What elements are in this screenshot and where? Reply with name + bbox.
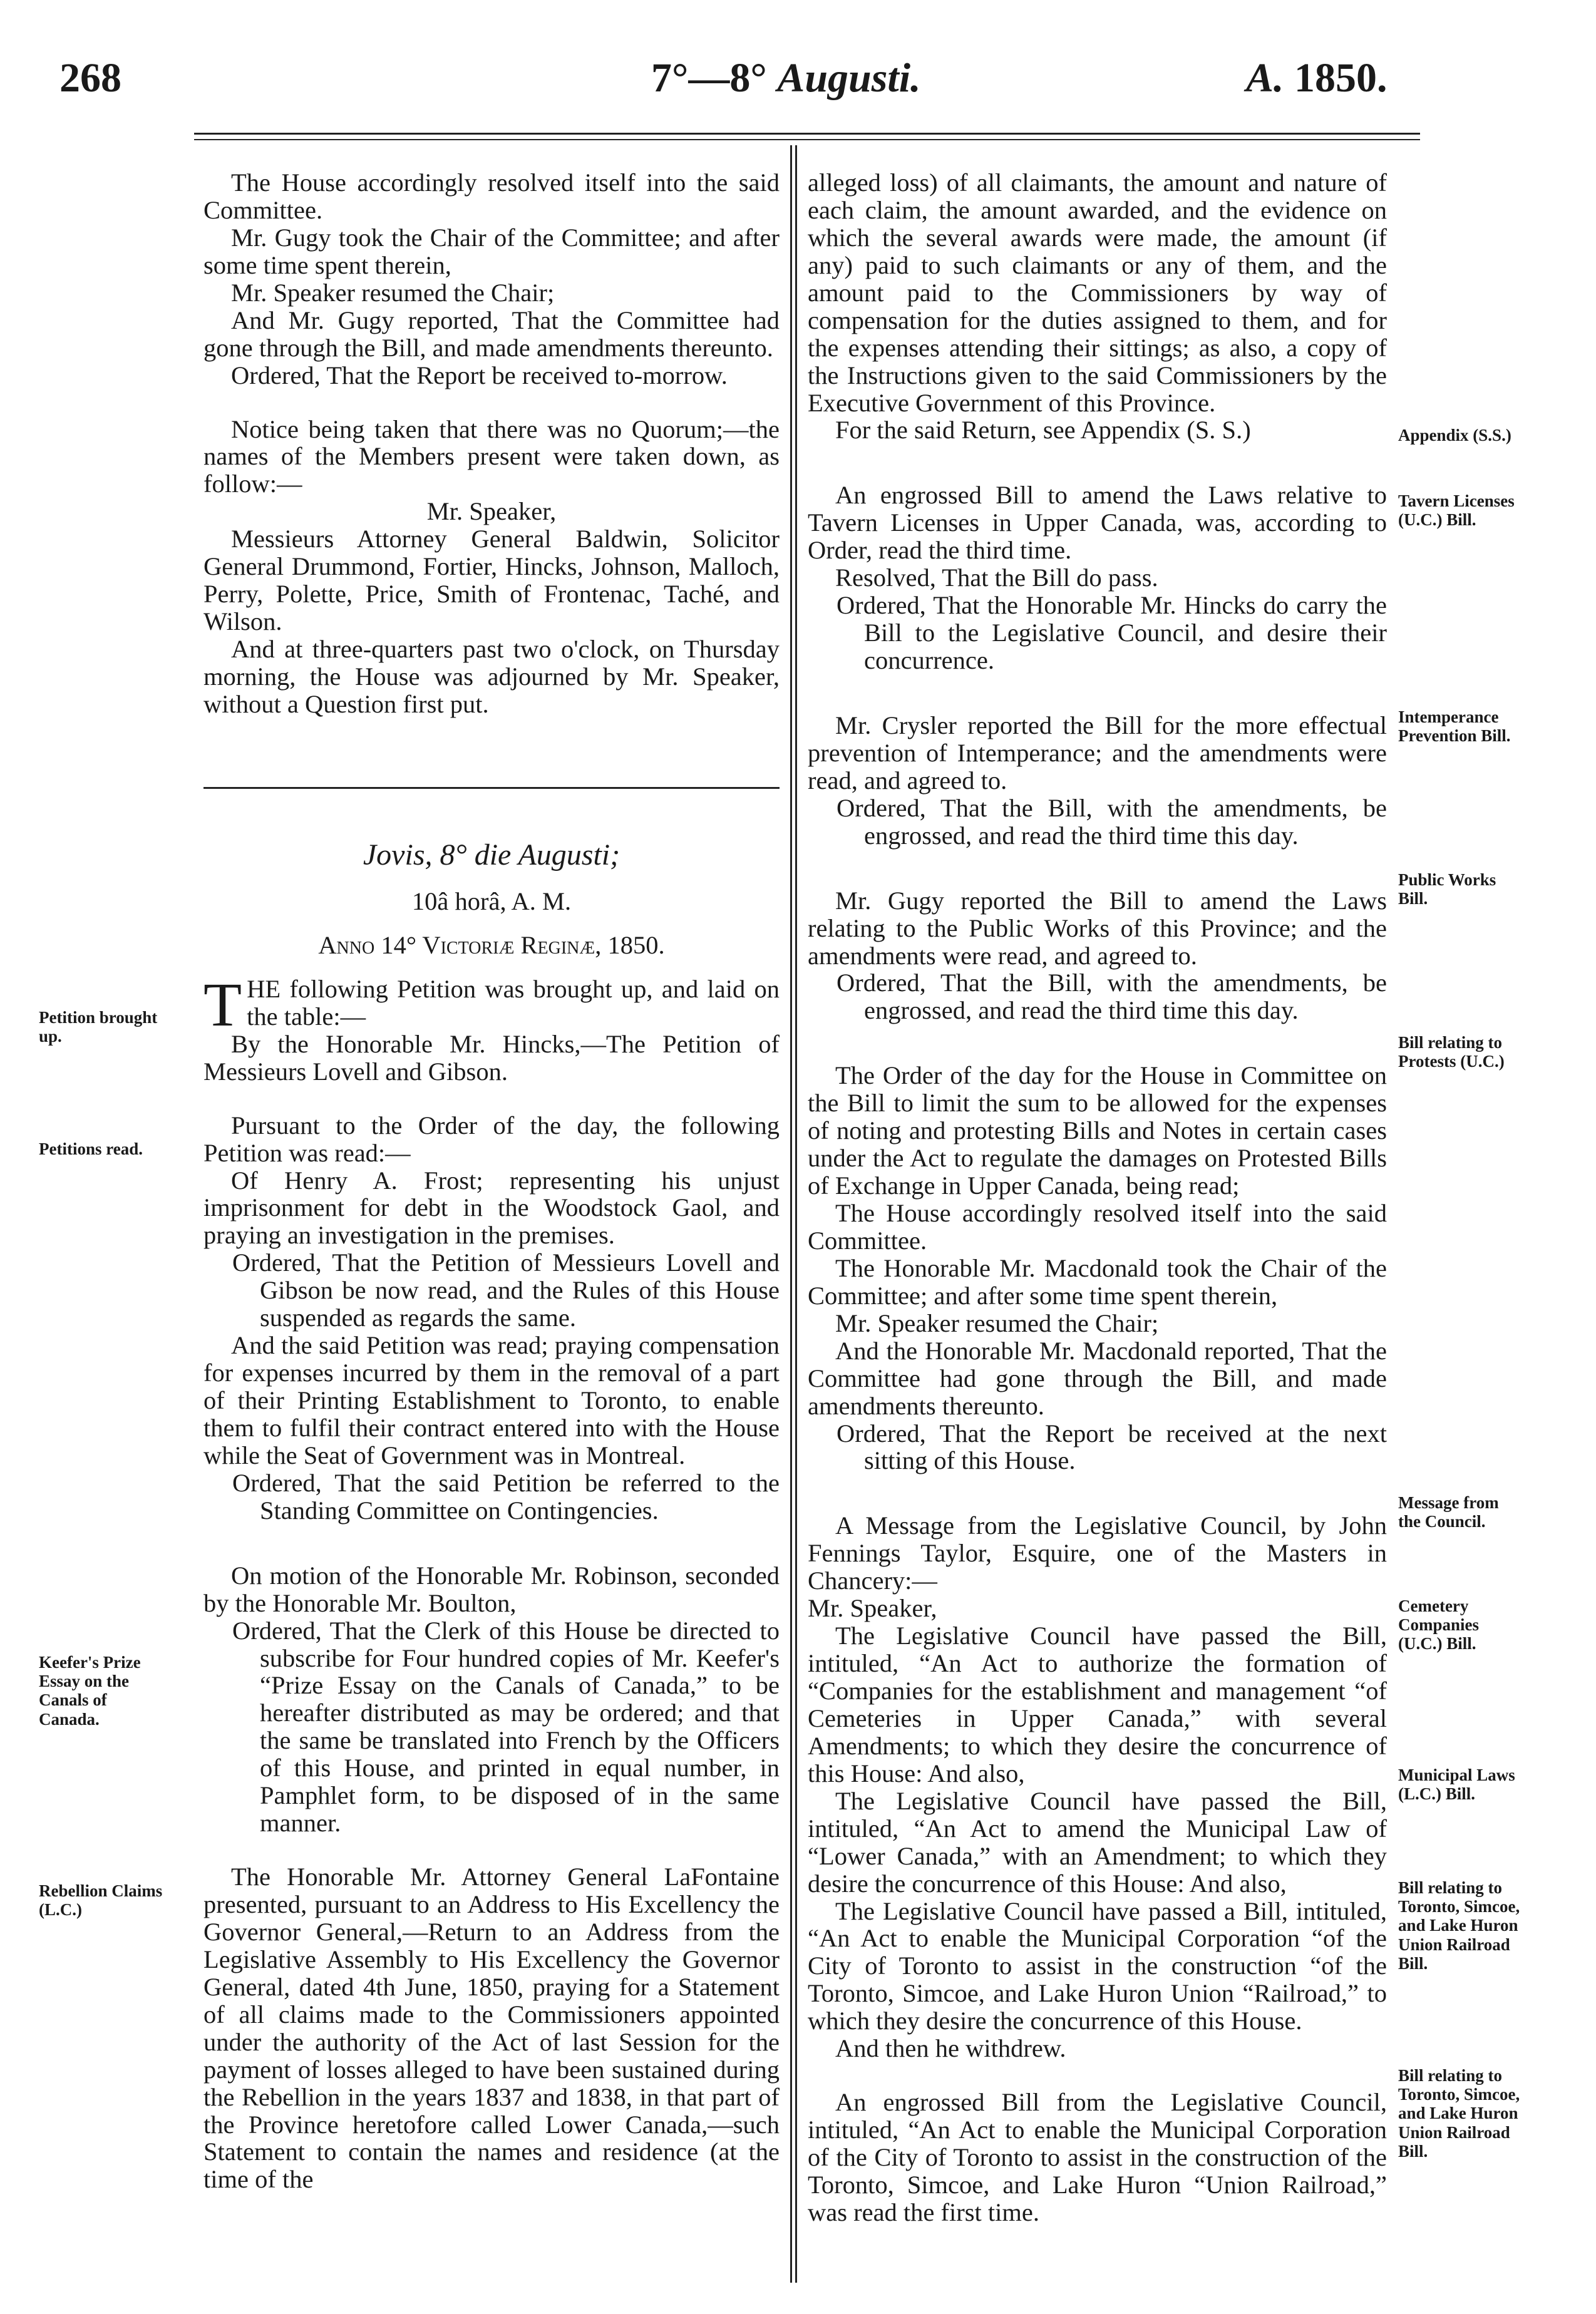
paragraph: Ordered, That the Bill, with the amendments, be engrossed, and read the third time this day. bbox=[837, 793, 1387, 850]
paragraph: Mr. Gugy reported the Bill to amend the Laws relating to the Public Works of this Province; and the amendments were read, and agreed to. bbox=[808, 886, 1387, 970]
paragraph: The Legislative Council have passed the Bill, intituled, “An Act to amend the Municipal Law of “Lower Canada,” with an Amendment; to which they desire the concurrence of this House: And also, bbox=[808, 1786, 1387, 1898]
margin-note: Intemperance Prevention Bill. bbox=[1398, 707, 1511, 746]
paragraph: Notice being taken that there was no Quorum;—the names of the Members present were taken down, as follow:— bbox=[203, 414, 780, 498]
paragraph bbox=[203, 969, 780, 1039]
paragraph: Ordered, That the Honorable Mr. Hincks do carry the Bill to the Legislative Council, and desire their concurrence. bbox=[837, 591, 1387, 674]
paragraph: The Honorable Mr. Attorney General LaFontaine presented, pursuant to an Address to His Excellency the Governor General,—Return to an Address from the Legislative Assembly to His Excellency the Governor General, dated 4th June, 1850, praying for a Statement of all claims made to the Commissioners appointed under the authority of the Act of last Session for the payment of losses alleged to have been sustained during the Rebellion in the years 1837 and 1838, in that part of the Province heretofore called Lower Canada,—such Statement to contain the names and residence (at the time of the bbox=[203, 1863, 780, 2194]
margin-note: Bill relating to Toronto, Simcoe, and Lake Huron Union Railroad Bill. bbox=[1398, 1878, 1520, 1973]
paragraph-text: HE following Petition was brought up, and laid on the table:— bbox=[247, 974, 780, 1031]
margin-note: Bill relating to Protests (U.C.) bbox=[1398, 1033, 1505, 1071]
paragraph: And the Honorable Mr. Macdonald reported, That the Committee had gone through the Bill, and made amendments thereunto. bbox=[808, 1336, 1387, 1420]
paragraph: The Honorable Mr. Macdonald took the Chair of the Committee; and after some time spent therein, bbox=[808, 1253, 1387, 1310]
paragraph: Ordered, That the Report be received to-morrow. bbox=[231, 361, 728, 389]
section-rule bbox=[203, 787, 780, 789]
paragraph: Mr. Speaker resumed the Chair; bbox=[835, 1309, 1159, 1337]
margin-note: Petitions read. bbox=[39, 1139, 143, 1158]
paragraph: And Mr. Gugy reported, That the Committee had gone through the Bill, and made amendments thereunto. bbox=[203, 306, 780, 362]
margin-note: Petition brought up. bbox=[39, 1008, 158, 1046]
paragraph: Ordered, That the Bill, with the amendments, be engrossed, and read the third time this day. bbox=[837, 969, 1387, 1025]
page-date-heading bbox=[651, 55, 921, 101]
paragraph: Mr. Gugy took the Chair of the Committee; and after some time spent therein, bbox=[203, 223, 780, 279]
paragraph: Ordered, That the said Petition be referred to the Standing Committee on Contingencies. bbox=[232, 1468, 780, 1525]
date-prefix: 7°—8° bbox=[651, 55, 767, 101]
paragraph: On motion of the Honorable Mr. Robinson, seconded by the Honorable Mr. Boulton, bbox=[203, 1561, 780, 1617]
margin-note: Tavern Licenses (U.C.) Bill. bbox=[1398, 491, 1515, 530]
page-number: 268 bbox=[59, 55, 121, 101]
right-column bbox=[808, 169, 1387, 2226]
paragraph: An engrossed Bill from the Legislative Council, intituled, “An Act to enable the Municipal Corporation of the City of Toronto to assist in the construction of the Toronto, Simcoe, and Lake Huron “Union Railroad,” was read the first time. bbox=[808, 2088, 1387, 2226]
margin-note: Cemetery Companies (U.C.) Bill. bbox=[1398, 1597, 1480, 1653]
day-heading: Jovis, 8° die Augusti; bbox=[363, 838, 620, 872]
date-word: Augusti. bbox=[777, 55, 921, 101]
paragraph: For the said Return, see Appendix (S. S.) bbox=[835, 416, 1251, 445]
header-rule-top bbox=[194, 133, 1420, 135]
paragraph: Of Henry A. Frost; representing his unjust imprisonment for debt in the Woodstock Gaol, and praying an investigation in the premises. bbox=[203, 1166, 780, 1250]
paragraph: Pursuant to the Order of the day, the following Petition was read:— bbox=[203, 1111, 780, 1167]
paragraph: Mr. Speaker, bbox=[426, 497, 557, 526]
paragraph: Resolved, That the Bill do pass. bbox=[835, 563, 1158, 592]
paragraph: The House accordingly resolved itself into the said Committee. bbox=[808, 1199, 1387, 1255]
paragraph: Mr. Speaker resumed the Chair; bbox=[231, 278, 555, 307]
paragraph: The Order of the day for the House in Committee on the Bill to limit the sum to be allowed for the expenses of noting and protesting Bills and Notes in certain cases under the Act to regulate the damages on Protested Bills of Exchange in Upper Canada, being read; bbox=[808, 1061, 1387, 1200]
year-prefix: A. bbox=[1246, 55, 1284, 101]
drop-cap: T bbox=[203, 969, 242, 1039]
paragraph: Mr. Crysler reported the Bill for the more effectual prevention of Intemperance; and the amendments were read, and agreed to. bbox=[808, 711, 1387, 794]
header-rule-bottom bbox=[194, 139, 1420, 140]
margin-note: Municipal Laws (L.C.) Bill. bbox=[1398, 1766, 1515, 1804]
column-divider-left bbox=[790, 145, 792, 2283]
members-list: Messieurs Attorney General Baldwin, Solicitor General Drummond, Fortier, Hincks, Johnson, Malloch, Perry, Polette, Price, Smith of Frontenac, Taché, and Wilson. bbox=[203, 525, 780, 636]
year-value: 1850. bbox=[1294, 55, 1387, 101]
paragraph: The Legislative Council have passed the Bill, intituled, “An Act to authorize the formation of “Companies for the establishment and management “of Cemeteries in Upper Canada,” with several Amendments; to which they desire the concurrence of this House: And also, bbox=[808, 1622, 1387, 1787]
paragraph: Ordered, That the Petition of Messieurs Lovell and Gibson be now read, and the Rules of this House suspended as regards the same. bbox=[232, 1248, 780, 1332]
paragraph: Mr. Speaker, bbox=[808, 1594, 937, 1623]
paragraph: And then he withdrew. bbox=[835, 2034, 1066, 2063]
margin-note: Bill relating to Toronto, Simcoe, and Lake Huron Union Railroad Bill. bbox=[1398, 2066, 1520, 2161]
paragraph: Ordered, That the Report be received at the next sitting of this House. bbox=[837, 1419, 1387, 1475]
paragraph: By the Honorable Mr. Hincks,—The Petition of Messieurs Lovell and Gibson. bbox=[203, 1029, 780, 1086]
paragraph: And the said Petition was read; praying compensation for expenses incurred by them in the removal of a part of their Printing Establishment to Toronto, to enable them to fulfil their contract entered into with the House while the Seat of Government was in Montreal. bbox=[203, 1331, 780, 1469]
paragraph: alleged loss) of all claimants, the amount and nature of each claim, the amount awarded, and the evidence on which the several awards were made, the amount (if any) paid to such claimants or any of them, and the amount paid to the Commissioners by way of compensation for the duties assigned to them, and for the expenses attending their sittings; as also, a copy of the Instructions given to the said Commissioners by the Executive Government of this Province. bbox=[808, 168, 1387, 417]
column-divider-right bbox=[795, 145, 797, 2283]
page-year bbox=[1246, 55, 1387, 101]
margin-note: Public Works Bill. bbox=[1398, 870, 1496, 908]
paragraph: The House accordingly resolved itself into the said Committee. bbox=[203, 168, 780, 224]
left-column bbox=[203, 169, 780, 2193]
anno-line: Anno 14° Victoriæ Reginæ, 1850. bbox=[318, 930, 665, 959]
paragraph: And at three-quarters past two o'clock, on Thursday morning, the House was adjourned by Mr. Speaker, without a Question first put. bbox=[203, 635, 780, 718]
hour-line: 10â horâ, A. M. bbox=[411, 887, 572, 915]
margin-note: Appendix (S.S.) bbox=[1398, 426, 1511, 445]
paragraph: An engrossed Bill to amend the Laws relative to Tavern Licenses in Upper Canada, was, according to Order, read the third time. bbox=[808, 481, 1387, 565]
margin-note: Message from the Council. bbox=[1398, 1493, 1499, 1531]
paragraph: Ordered, That the Clerk of this House be directed to subscribe for Four hundred copies of Mr. Keefer's “Prize Essay on the Canals of Canada,” to be hereafter distributed as may be ordered; and that the same be translated into French by the Officers of this House, and printed in equal number, in Pamphlet form, to be disposed of in the same manner. bbox=[232, 1616, 780, 1838]
paragraph: The Legislative Council have passed a Bill, intituled, “An Act to enable the Municipal Corporation “of the City of Toronto to assist in the construction “of the Toronto, Simcoe, and Lake Huron Union “Railroad,” to which they desire the concurrence of this House. bbox=[808, 1896, 1387, 2035]
margin-note: Rebellion Claims (L.C.) bbox=[39, 1881, 163, 1920]
margin-note: Keefer's Prize Essay on the Canals of Canada. bbox=[39, 1653, 141, 1729]
paragraph: A Message from the Legislative Council, by John Fennings Taylor, Esquire, one of the Masters in Chancery:— bbox=[808, 1511, 1387, 1595]
